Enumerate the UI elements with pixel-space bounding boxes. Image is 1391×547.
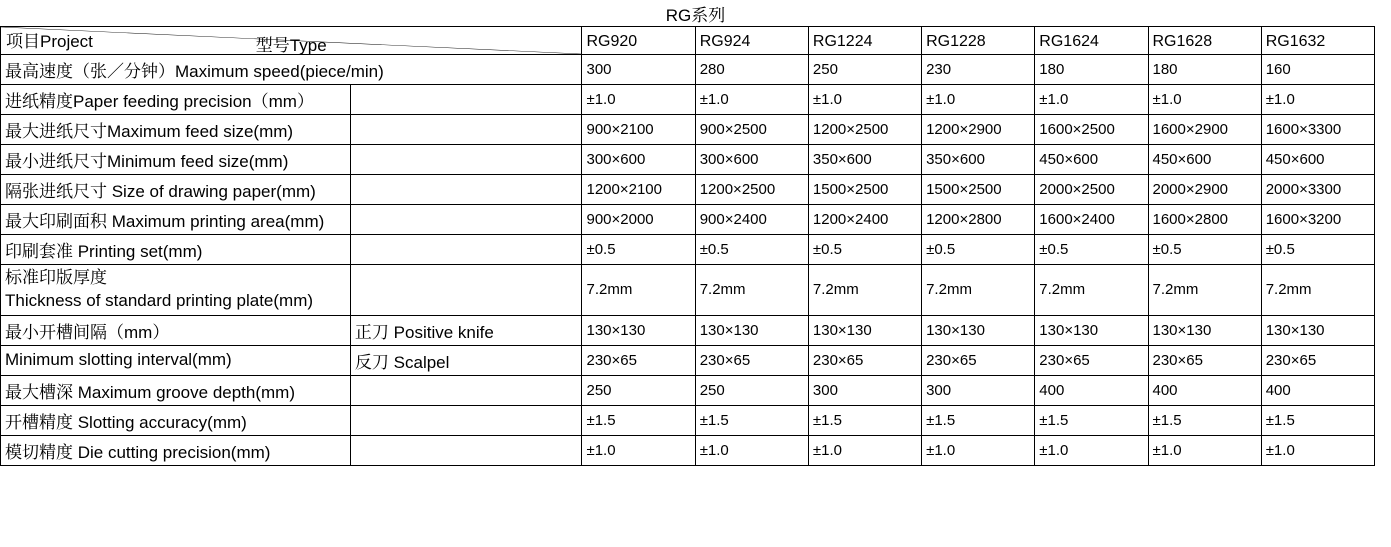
row-label: 印刷套准 Printing set(mm) [1, 235, 351, 265]
cell-value: 130×130 [582, 315, 695, 345]
table-row [1, 85, 1375, 115]
row-sub-label [350, 85, 582, 115]
row-sub-label: 反刀 Scalpel [350, 345, 582, 375]
table-row [1, 265, 1375, 316]
sheet-title [0, 0, 1391, 26]
cell-value: 1600×3300 [1261, 115, 1374, 145]
cell-value: ±1.5 [1261, 405, 1374, 435]
cell-value: 130×130 [922, 315, 1035, 345]
cell-value: ±1.0 [922, 435, 1035, 465]
cell-value: 400 [1148, 375, 1261, 405]
cell-value: ±1.0 [808, 85, 921, 115]
cell-value: 2000×3300 [1261, 175, 1374, 205]
cell-value: 160 [1261, 55, 1374, 85]
cell-value: 400 [1261, 375, 1374, 405]
cell-value: ±1.5 [1148, 405, 1261, 435]
cell-value: 130×130 [1261, 315, 1374, 345]
cell-value: 250 [695, 375, 808, 405]
cell-value: 7.2mm [1035, 265, 1148, 316]
cell-value: ±1.5 [695, 405, 808, 435]
cell-value: 130×130 [1148, 315, 1261, 345]
cell-value: ±1.5 [922, 405, 1035, 435]
cell-value: 7.2mm [922, 265, 1035, 316]
cell-value: 130×130 [1035, 315, 1148, 345]
cell-value: 7.2mm [808, 265, 921, 316]
cell-value: ±1.0 [1148, 85, 1261, 115]
cell-value: ±1.0 [1261, 435, 1374, 465]
cell-value: 900×2000 [582, 205, 695, 235]
cell-value: 1600×2900 [1148, 115, 1261, 145]
cell-value: 350×600 [808, 145, 921, 175]
row-label: 进纸精度Paper feeding precision（mm） [1, 85, 351, 115]
cell-value: ±0.5 [695, 235, 808, 265]
table-row [1, 115, 1375, 145]
cell-value: ±0.5 [922, 235, 1035, 265]
cell-value: 1200×2400 [808, 205, 921, 235]
cell-value: ±1.5 [1035, 405, 1148, 435]
cell-value: 180 [1035, 55, 1148, 85]
cell-value: ±1.0 [582, 85, 695, 115]
row-label: 开槽精度 Slotting accuracy(mm) [1, 405, 351, 435]
cell-value: ±1.0 [582, 435, 695, 465]
cell-value: 900×2400 [695, 205, 808, 235]
table-row [1, 315, 1375, 345]
cell-value: 300×600 [582, 145, 695, 175]
cell-value: 300 [922, 375, 1035, 405]
cell-value: 1200×2900 [922, 115, 1035, 145]
cell-value: ±0.5 [1148, 235, 1261, 265]
cell-value: 450×600 [1035, 145, 1148, 175]
table-row [1, 145, 1375, 175]
cell-value: 1200×2500 [695, 175, 808, 205]
cell-value: ±0.5 [582, 235, 695, 265]
table-row [1, 175, 1375, 205]
cell-value: ±1.0 [695, 85, 808, 115]
cell-value: ±0.5 [1035, 235, 1148, 265]
model-header-1: RG924 [695, 27, 808, 55]
row-sub-label [350, 205, 582, 235]
row-label: 最大槽深 Maximum groove depth(mm) [1, 375, 351, 405]
cell-value: 1600×3200 [1261, 205, 1374, 235]
cell-value: 230×65 [1035, 345, 1148, 375]
cell-value: 230×65 [808, 345, 921, 375]
cell-value: 450×600 [1148, 145, 1261, 175]
cell-value: 230×65 [1148, 345, 1261, 375]
row-sub-label [350, 435, 582, 465]
specification-table [0, 26, 1375, 466]
cell-value: 900×2500 [695, 115, 808, 145]
row-label: 模切精度 Die cutting precision(mm) [1, 435, 351, 465]
cell-value: 1200×2800 [922, 205, 1035, 235]
cell-value: 2000×2900 [1148, 175, 1261, 205]
cell-value: 2000×2500 [1035, 175, 1148, 205]
cell-value: 1500×2500 [808, 175, 921, 205]
row-sub-label [350, 375, 582, 405]
table-row [1, 205, 1375, 235]
cell-value: 7.2mm [582, 265, 695, 316]
cell-value: ±1.0 [808, 435, 921, 465]
row-label: 最大进纸尺寸Maximum feed size(mm) [1, 115, 351, 145]
cell-value: 280 [695, 55, 808, 85]
cell-value: 900×2100 [582, 115, 695, 145]
model-header-2: RG1224 [808, 27, 921, 55]
cell-value: 1600×2500 [1035, 115, 1148, 145]
cell-value: 1600×2800 [1148, 205, 1261, 235]
table-row [1, 435, 1375, 465]
row-sub-label: 正刀 Positive knife [350, 315, 582, 345]
table-row [1, 375, 1375, 405]
header-type-project-cell [1, 27, 582, 55]
cell-value: 400 [1035, 375, 1148, 405]
cell-value: ±1.0 [695, 435, 808, 465]
table-row [1, 235, 1375, 265]
row-label: 最小开槽间隔（mm） [1, 315, 351, 345]
model-header-0: RG920 [582, 27, 695, 55]
row-label: 最小进纸尺寸Minimum feed size(mm) [1, 145, 351, 175]
cell-value: 1500×2500 [922, 175, 1035, 205]
cell-value: 180 [1148, 55, 1261, 85]
cell-value: 230×65 [582, 345, 695, 375]
cell-value: 300 [808, 375, 921, 405]
table-row [1, 55, 1375, 85]
cell-value: ±0.5 [808, 235, 921, 265]
cell-value: ±1.5 [582, 405, 695, 435]
cell-value: 230×65 [1261, 345, 1374, 375]
cell-value: 7.2mm [695, 265, 808, 316]
row-label: 标准印版厚度 Thickness of standard printing plate(mm) [1, 265, 351, 316]
cell-value: ±0.5 [1261, 235, 1374, 265]
header-type-label: 型号Type [255, 36, 327, 55]
table-row [1, 405, 1375, 435]
cell-value: ±1.0 [1035, 85, 1148, 115]
row-label: 最大印刷面积 Maximum printing area(mm) [1, 205, 351, 235]
model-header-4: RG1624 [1035, 27, 1148, 55]
cell-value: 250 [808, 55, 921, 85]
model-header-5: RG1628 [1148, 27, 1261, 55]
row-label: 隔张进纸尺寸 Size of drawing paper(mm) [1, 175, 351, 205]
table-row [1, 345, 1375, 375]
cell-value: ±1.0 [1035, 435, 1148, 465]
cell-value: 1200×2100 [582, 175, 695, 205]
cell-value: 300×600 [695, 145, 808, 175]
cell-value: 300 [582, 55, 695, 85]
row-label: 最高速度（张／分钟）Maximum speed(piece/min) [1, 55, 582, 85]
model-header-3: RG1228 [922, 27, 1035, 55]
cell-value: 7.2mm [1148, 265, 1261, 316]
header-project-label: 项目Project [6, 32, 93, 51]
cell-value: 230×65 [922, 345, 1035, 375]
row-sub-label [350, 145, 582, 175]
cell-value: 130×130 [808, 315, 921, 345]
cell-value: 250 [582, 375, 695, 405]
row-sub-label [350, 115, 582, 145]
cell-value: 1600×2400 [1035, 205, 1148, 235]
cell-value: 130×130 [695, 315, 808, 345]
cell-value: 1200×2500 [808, 115, 921, 145]
model-header-6: RG1632 [1261, 27, 1374, 55]
cell-value: ±1.0 [1148, 435, 1261, 465]
cell-value: ±1.5 [808, 405, 921, 435]
cell-value: 230 [922, 55, 1035, 85]
cell-value: 350×600 [922, 145, 1035, 175]
row-sub-label [350, 265, 582, 316]
cell-value: 7.2mm [1261, 265, 1374, 316]
row-label: Minimum slotting interval(mm) [1, 345, 351, 375]
cell-value: ±1.0 [1261, 85, 1374, 115]
cell-value: 230×65 [695, 345, 808, 375]
sheet-title-text: RG系列 [665, 5, 726, 25]
table-header-row [1, 27, 1375, 55]
cell-value: ±1.0 [922, 85, 1035, 115]
row-sub-label [350, 175, 582, 205]
cell-value: 450×600 [1261, 145, 1374, 175]
row-sub-label [350, 405, 582, 435]
table-body [1, 27, 1375, 466]
row-sub-label [350, 235, 582, 265]
